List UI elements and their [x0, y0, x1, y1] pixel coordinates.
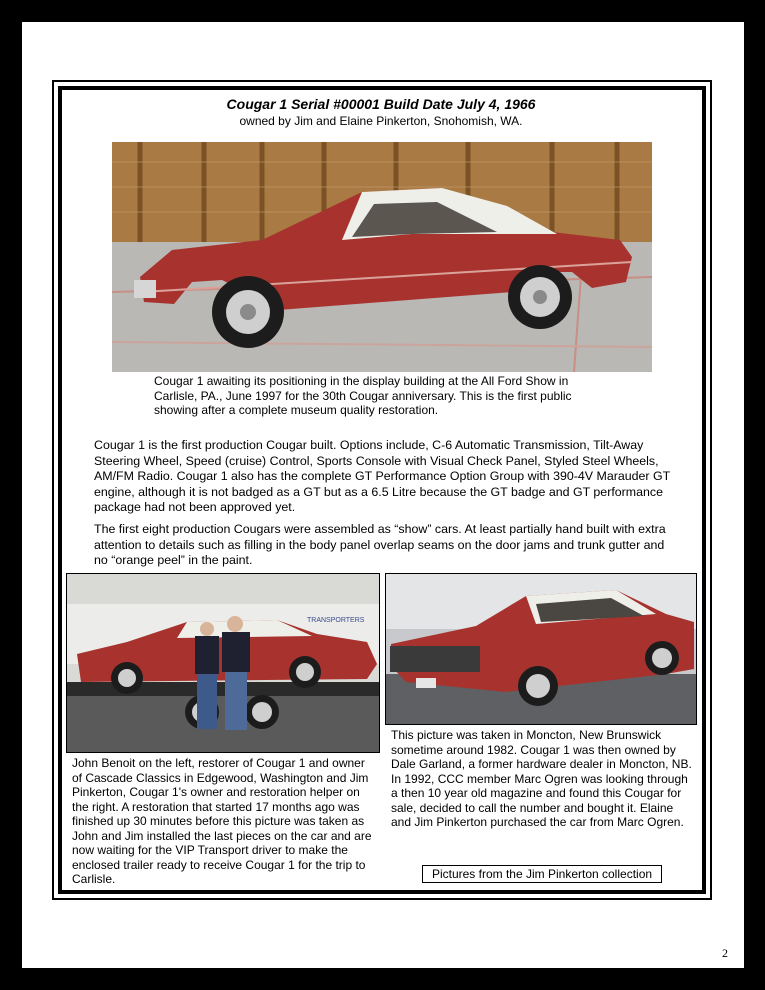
page-number: 2 — [722, 946, 728, 960]
top-photo-caption: Cougar 1 awaiting its positioning in the display building at the All Ford Show in Carlisle, PA., June 1997 for the 30th Cougar anniversary. This is the first public showing after a complete museum quality restoration. — [154, 374, 572, 417]
body-paragraph-1: Cougar 1 is the first production Cougar built. Options include, C-6 Automatic Transmission, Tilt-Away Steering Wheel, Speed (cruise) Control, Sports Console with Visual Check Panel, Styled Steel Wheels, AM/FM Radio. Cougar 1 also has the complete GT Performance Option Group with 390-4V Marauder GT engine, although it is not badged as a GT but as a 6.5 Litre because the GT badge and GT performance package had not been approved yet. — [94, 438, 670, 514]
moncton-cougar-photo — [386, 574, 696, 724]
left-photo — [66, 573, 380, 753]
photo-credit: Pictures from the Jim Pinkerton collection — [422, 865, 662, 883]
body-paragraph-2: The first eight production Cougars were assembled as “show” cars. At least partially hand built with extra attention to details such as filling in the body panel overlap seams on the door jams and trunk gutter and no “orange peel” in the paint. — [94, 522, 666, 567]
left-photo-caption: John Benoit on the left, restorer of Cougar 1 and owner of Cascade Classics in Edgewood, Washington and Jim Pinkerton, Cougar 1's owner and restoration helper on the right. A restoration that started 17 months ago was finished up 30 minutes before this picture was taken as John and Jim installed the last pieces on the car and are now waiting for the VIP Transport driver to make the enclosed trailer ready to receive Cougar 1 for the trip to Carlisle. — [72, 756, 372, 886]
right-photo — [385, 573, 697, 725]
right-photo-caption: This picture was taken in Moncton, New Brunswick sometime around 1982. Cougar 1 was then owned by Dale Garland, a former hardware dealer in Moncton, NB. In 1992, CCC member Marc Ogren was looking through a then 10 year old magazine and found this Cougar for sale, decided to call the number and bought it. Elaine and Jim Pinkerton purchased the car from Marc Ogren. — [391, 728, 692, 829]
page-title: Cougar 1 Serial #00001 Build Date July 4, 1966 — [226, 96, 536, 112]
restorer-and-owner-photo — [67, 574, 379, 752]
top-photo — [112, 142, 652, 372]
cougar-display-building-photo — [112, 142, 652, 372]
trailer-lettering: TRANSPORTERS — [307, 617, 365, 624]
page-subtitle: owned by Jim and Elaine Pinkerton, Snohomish, WA. — [239, 114, 523, 128]
